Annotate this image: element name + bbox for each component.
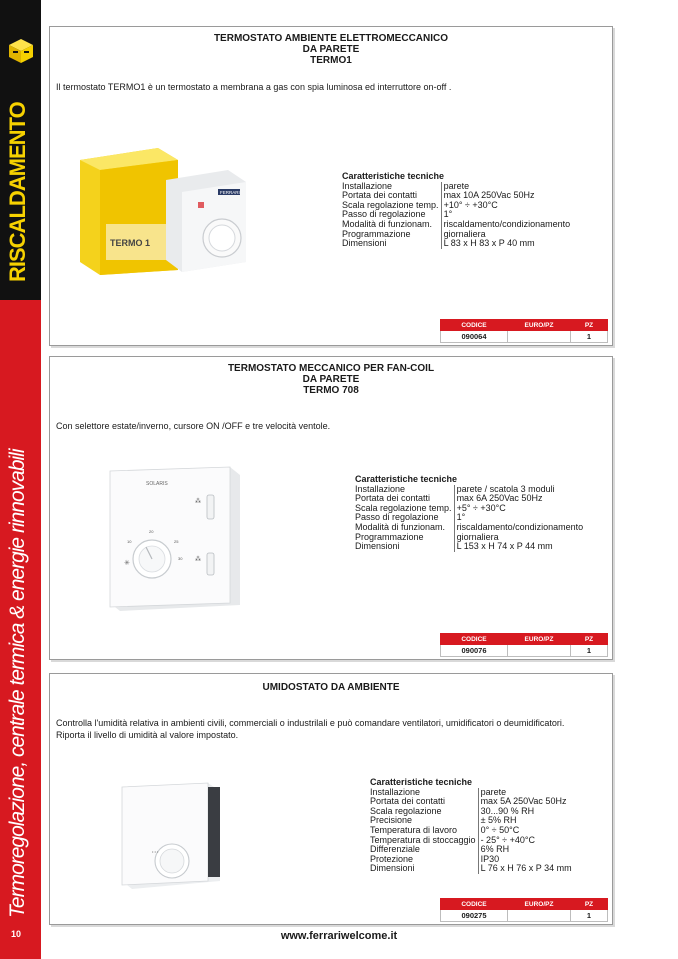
spec-label: Portata dei contatti [370, 796, 446, 807]
spec-value: 6% RH [478, 845, 572, 855]
spec-value: 30...90 % RH [478, 807, 572, 817]
spec-label: Scala regolazione [370, 805, 442, 816]
code-header: CODICE [441, 899, 508, 910]
box-label: TERMO 1 [110, 238, 151, 248]
spec-label: Temperatura di lavoro [370, 824, 458, 835]
footer-website-link[interactable]: www.ferrariwelcome.it [280, 930, 398, 942]
spec-label: Portata dei contatti [355, 493, 431, 504]
title-line: TERMOSTATO MECCANICO PER FAN-COIL [227, 363, 435, 374]
page-number: 10 [11, 929, 22, 939]
spec-value: - 25° ÷ +40°C [478, 836, 572, 846]
spec-label: Dimensioni [370, 863, 415, 874]
spec-label: Scala regolazione temp. [355, 502, 452, 513]
product-code: 090275 [441, 910, 508, 922]
code-header: CODICE [441, 634, 508, 645]
spec-value: L 153 x H 74 x P 44 mm [454, 542, 583, 552]
product-price [508, 645, 571, 657]
title-line: TERMOSTATO AMBIENTE ELETTROMECCANICO [213, 33, 449, 44]
termo708-brand: SOLARIS [146, 481, 168, 487]
price-header: EURO/PZ [508, 320, 571, 331]
spec-label: Protezione [370, 853, 414, 864]
price-header: EURO/PZ [508, 634, 571, 645]
spec-value: parete [441, 182, 570, 192]
price-header: EURO/PZ [508, 899, 571, 910]
sidebar [0, 0, 41, 959]
spec-label: Portata dei contatti [342, 190, 418, 201]
product-description: Il termostato TERMO1 è un termostato a membrana a gas con spia luminosa ed interruttore on-off . [56, 82, 452, 92]
svg-text:⁂: ⁂ [195, 556, 201, 563]
umidostato-product-image [120, 781, 226, 891]
product-qty: 1 [571, 910, 608, 922]
specs-heading: Caratteristiche tecniche [370, 777, 473, 787]
specs-table [342, 182, 570, 249]
product-description [56, 718, 606, 741]
qty-header: PZ [571, 634, 608, 645]
qty-header: PZ [571, 320, 608, 331]
specs-table [355, 485, 583, 552]
description-line: Riporta il livello di umidità al valore impostato. [56, 729, 239, 740]
code-table [440, 633, 608, 657]
qty-header: PZ [571, 899, 608, 910]
title-line: DA PARETE [302, 44, 360, 55]
product-panel-termo1 [49, 26, 613, 346]
product-qty: 1 [571, 645, 608, 657]
specs-block [342, 172, 570, 249]
svg-text:⁂: ⁂ [195, 498, 201, 505]
spec-label: Programmazione [342, 228, 411, 239]
spec-label: Precisione [370, 815, 413, 826]
product-panel-umidostato [49, 673, 613, 925]
spec-value: 0° ÷ 50°C [478, 826, 572, 836]
dial-mark: 10 [127, 539, 132, 544]
spec-value: parete [478, 788, 572, 798]
spec-value: +10° ÷ +30°C [441, 201, 570, 211]
spec-value: giornaliera [454, 533, 583, 543]
spec-row [370, 864, 572, 874]
title-line: UMIDOSTATO DA AMBIENTE [262, 682, 400, 693]
specs-heading: Caratteristiche tecniche [355, 474, 458, 484]
spec-value: riscaldamento/condizionamento [454, 523, 583, 533]
spec-label: Passo di regolazione [342, 209, 426, 220]
dial-mark: 20 [149, 529, 154, 534]
product-price [508, 331, 571, 343]
category-label: RISCALDAMENTO [5, 102, 30, 282]
spec-value: riscaldamento/condizionamento [441, 220, 570, 230]
title-line: TERMO1 [310, 55, 352, 66]
spec-value: +5° ÷ +30°C [454, 504, 583, 514]
code-table [440, 319, 608, 343]
description-line: Controlla l'umidità relativa in ambienti civili, commerciali o industrilali e può comandare ventilatori, umidificatori o deumidificatori. [56, 718, 565, 728]
spec-row [355, 542, 583, 552]
product-price [508, 910, 571, 922]
title-line: DA PARETE [302, 374, 360, 385]
product-title [50, 682, 612, 693]
spec-value: max 10A 250Vac 50Hz [441, 191, 570, 201]
title-line: TERMO 708 [303, 385, 359, 396]
specs-table [370, 788, 572, 874]
spec-value: L 83 x H 83 x P 40 mm [441, 239, 570, 249]
spec-label: Passo di regolazione [355, 512, 439, 523]
termo708-product-image [106, 465, 246, 613]
spec-label: Installazione [342, 180, 393, 191]
product-qty: 1 [571, 331, 608, 343]
specs-block [355, 475, 583, 552]
spec-value: parete / scatola 3 moduli [454, 485, 583, 495]
spec-label: Scala regolazione temp. [342, 199, 439, 210]
svg-text:• • •: • • • [152, 849, 159, 854]
spec-label: Installazione [355, 483, 406, 494]
spec-label: Modalità di funzionam. [355, 521, 446, 532]
spec-label: Modalità di funzionam. [342, 218, 433, 229]
spec-label: Temperatura di stoccaggio [370, 834, 476, 845]
spec-label: Differenziale [370, 844, 420, 855]
spec-row [342, 239, 570, 249]
specs-block [370, 778, 572, 874]
spec-label: Installazione [370, 786, 421, 797]
spec-value: L 76 x H 76 x P 34 mm [478, 864, 572, 874]
spec-label: Programmazione [355, 531, 424, 542]
code-header: CODICE [441, 320, 508, 331]
spec-value: 1° [441, 210, 570, 220]
heating-cube-icon [8, 38, 34, 64]
termo1-brand: FERRARI [220, 190, 240, 195]
product-title [50, 33, 612, 66]
spec-value: IP30 [478, 855, 572, 865]
svg-text:✳: ✳ [124, 559, 130, 567]
spec-value: max 6A 250Vac 50Hz [454, 494, 583, 504]
product-code: 090064 [441, 331, 508, 343]
product-title [50, 363, 612, 396]
product-description: Con selettore estate/inverno, cursore ON /OFF e tre velocità ventole. [56, 421, 331, 431]
specs-heading: Caratteristiche tecniche [342, 171, 445, 181]
spec-value: 1° [454, 513, 583, 523]
section-label: Termoregolazione, centrale termica & energie rinnovabili [6, 449, 29, 918]
dial-mark: 30 [178, 556, 183, 561]
product-panel-termo708 [49, 356, 613, 660]
spec-value: max 5A 250Vac 50Hz [478, 797, 572, 807]
spec-label: Dimensioni [355, 541, 400, 552]
spec-label: Dimensioni [342, 238, 387, 249]
dial-mark: 25 [174, 539, 179, 544]
code-table [440, 898, 608, 922]
product-code: 090076 [441, 645, 508, 657]
termo1-product-image [78, 142, 248, 275]
spec-value: ± 5% RH [478, 816, 572, 826]
spec-value: giornaliera [441, 230, 570, 240]
